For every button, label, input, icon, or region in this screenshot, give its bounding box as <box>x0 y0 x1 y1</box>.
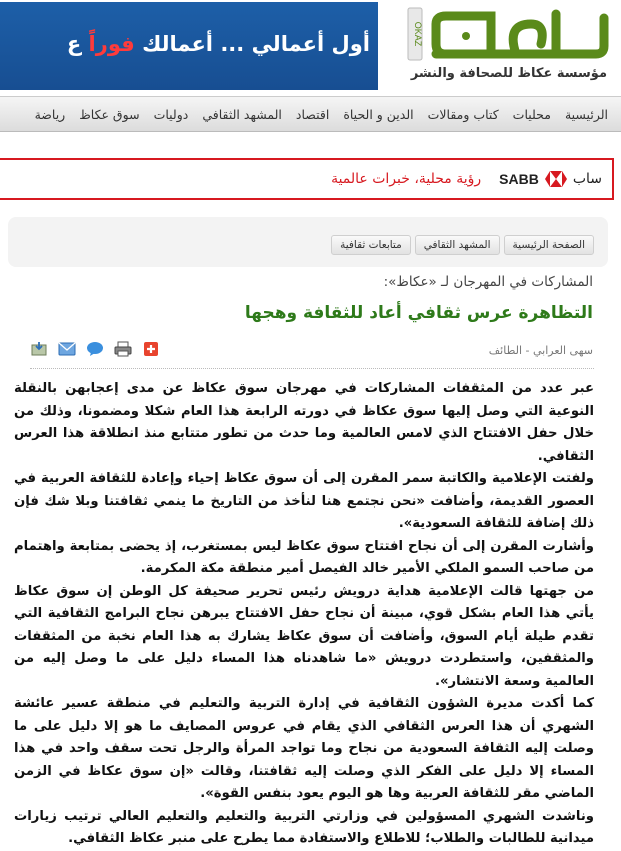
breadcrumb-card <box>8 217 608 267</box>
banner-text <box>67 32 370 56</box>
email-save-icon[interactable] <box>30 340 48 358</box>
nav-item-local[interactable]: محليات <box>512 106 551 122</box>
okaz-logo[interactable] <box>406 2 611 90</box>
article-kicker: المشاركات في المهرجان لـ «عكاظ»: <box>383 274 593 290</box>
article-tools <box>30 340 160 358</box>
nav-item-writers[interactable]: كتاب ومقالات <box>427 106 499 122</box>
email-icon[interactable] <box>58 340 76 358</box>
article-body <box>14 378 594 851</box>
breadcrumb-home[interactable]: الصفحة الرئيسية <box>504 235 594 255</box>
advert-banner[interactable] <box>0 2 378 90</box>
comment-icon[interactable] <box>86 340 104 358</box>
article-paragraph: وأشارت المقرن إلى أن نجاح افتتاح سوق عكاظ ليس بمستغرب، إذ يحضى بمتابعة واهتمام من صاحب السمو الملكي الأمير خالد الفيصل أمير منطقة مكة المكرمة. <box>14 538 594 576</box>
sabb-arabic-name: ساب <box>572 171 602 187</box>
main-nav <box>0 96 621 132</box>
banner-text-main: أول أعمالي ... أعمالك <box>142 32 370 56</box>
sabb-english-name: SABB <box>499 171 539 187</box>
logo-subtitle: مؤسسة عكاظ للصحافة والنشر <box>410 66 607 81</box>
divider <box>30 368 594 369</box>
nav-item-culture[interactable]: المشهد الثقافي <box>202 106 282 122</box>
okaz-logo-mark <box>406 4 611 66</box>
article-byline: سهى العرابي - الطائف <box>488 344 593 357</box>
sabb-hexagon-icon <box>545 171 567 187</box>
banner-text-tail: ع <box>66 32 82 56</box>
sabb-advert[interactable] <box>0 158 614 200</box>
article-paragraph: عبر عدد من المثقفات المشاركات في مهرجان سوق عكاظ عن مدى إعجابهن بالنقلة النوعية التي وصل إليها سوق عكاظ في دورته الرابعة هذا العام شكلا ومضمونا، وذلك من خلال حفل الافتتاح الذي لامس العالمية وما حدث من تطور متتابع منذ انطلاقة هذا العرس الثقافي. <box>14 381 594 464</box>
nav-item-economy[interactable]: اقتصاد <box>295 106 330 122</box>
nav-item-religion[interactable]: الدين و الحياة <box>343 106 414 122</box>
nav-item-home[interactable]: الرئيسية <box>564 106 608 122</box>
article-paragraph: وناشدت الشهري المسؤولين في وزارتي التربية والتعليم والتعليم العالي ترتيب زيارات ميدانية للطالبات والطلاب؛ للاطلاع والاستفادة مما يطرح على منبر عكاظ الثقافي. <box>14 808 594 846</box>
article-title: التظاهرة عرس ثقافي أعاد للثقافة وهجها <box>244 303 593 323</box>
article-paragraph: كما أكدت مديرة الشؤون الثقافية في إدارة التربية والتعليم في منطقة عسير عائشة الشهري أن هذا العرس الثقافي الذي يقام في عروس المصايف ما هو إلا دليل على ما وصلت إليه الثقافة السعودية من نجاح وما تواجد المرأة والرجل تحت سقف واحد في هذا المساء إلا دليل على الفكر الذي وصلت إليه ثقافتنا، وقالت «إن سوق عكاظ في الزمن الماضي مقر للثقافة العربية وها هو اليوم يعود بنفس القوة». <box>14 696 594 801</box>
site-header <box>0 0 621 96</box>
breadcrumb-culture[interactable]: المشهد الثقافي <box>415 235 500 255</box>
share-plus-icon[interactable] <box>142 340 160 358</box>
banner-text-accent: فوراً <box>88 32 135 56</box>
article-paragraph: من جهتها قالت الإعلامية هداية درويش رئيس تحرير صحيفة كل الوطن إن سوق عكاظ يأتي هذا العام بشكل قوي، مبينة أن نجاح حفل الافتتاح يبرهن نجاح البرامج الثقافية التي تقدم طيلة أيام السوق، وأضافت أن سوق عكاظ يشارك به هذا العام نخبة من المثقفات والمثقفين، واستطردت درويش «ما شاهدناه هذا المساء دليل على ما وصل إليه من العالمية وسعة الانتشار». <box>14 583 594 689</box>
breadcrumb <box>327 235 594 255</box>
svg-text:OKAZ: OKAZ <box>413 21 423 47</box>
sabb-slogan: رؤية محلية، خبرات عالمية <box>331 171 482 187</box>
nav-item-sports[interactable]: رياضة <box>34 106 66 122</box>
breadcrumb-cultural-follow[interactable]: متابعات ثقافية <box>331 235 411 255</box>
print-icon[interactable] <box>114 340 132 358</box>
article-paragraph: ولفتت الإعلامية والكاتبة سمر المقرن إلى أن سوق عكاظ إحياء وإعادة للثقافة العربية في العصور القديمة، وأضافت «نحن نجتمع هنا لنأخذ من التاريخ ما ينمي ثقافتنا وبلا شك فإن ذلك إضافة للثقافة السعودية». <box>14 471 594 531</box>
nav-item-international[interactable]: دوليات <box>153 106 189 122</box>
nav-item-souq-okaz[interactable]: سوق عكاظ <box>79 106 140 122</box>
